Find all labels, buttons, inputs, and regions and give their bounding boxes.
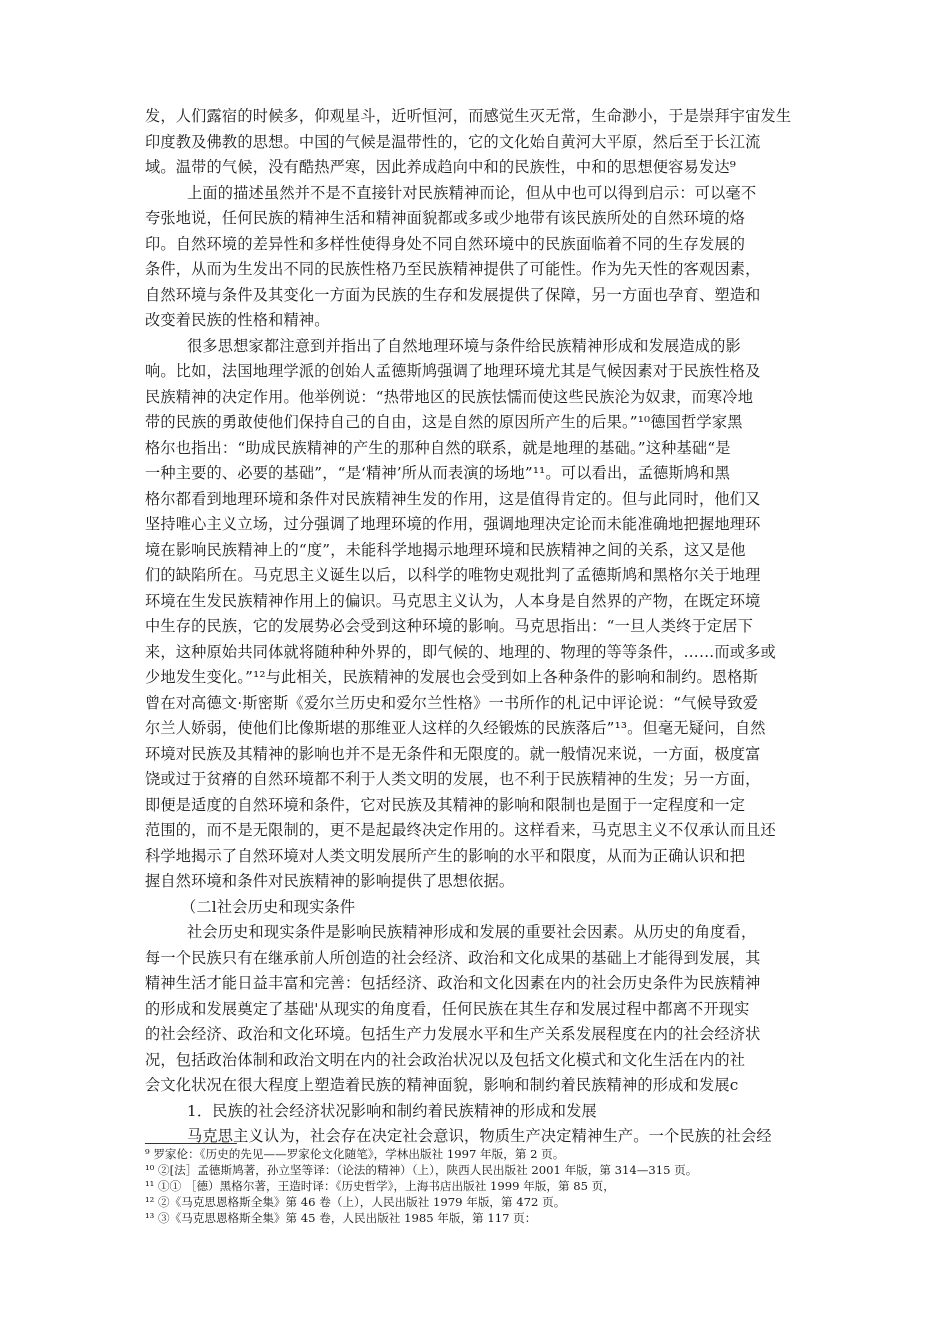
text-line: 夸张地说，任何民族的精神生活和精神面貌都或多或少地带有该民族所处的自然环境的烙 xyxy=(145,209,746,227)
footnotes xyxy=(145,1143,810,1226)
text-line: 境在影响民族精神上的“度”，未能科学地揭示地理环境和民族精神之间的关系，这又是他 xyxy=(145,540,746,559)
text-line: 条件，从而为生发出不同的民族性格乃至民族精神提供了可能性。作为先天性的客观因素， xyxy=(145,260,761,278)
paragraph-start: 马克思主义认为，社会存在决定社会意识，物质生产决定精神生产。一个民族的社会经 xyxy=(187,1127,772,1145)
footnote: ¹⁰ ②[法］孟德斯鸠著，孙立坚等译：（论法的精神）（上），陕西人民出版社 2001 年版，第 314—315 页。 xyxy=(145,1163,698,1177)
text-line: 自然环境与条件及其变化一方面为民族的生存和发展提供了保障，另一方面也孕育、塑造和 xyxy=(145,285,761,304)
text-line: 的社会经济、政治和文化环境。包括生产力发展水平和生产关系发展程度在内的社会经济状 xyxy=(145,1025,761,1043)
text-line: 曾在对高德文·斯密斯《爱尔兰历史和爱尔兰性格》一书所作的札记中评论说：“气候导致爱 xyxy=(145,693,759,712)
text-line: 的形成和发展奠定了基础'从现实的角度看，任何民族在其生存和发展过程中都离不开现实 xyxy=(145,999,750,1018)
text-line: 饶或过于贫瘠的自然环境都不利于人类文明的发展，也不利于民族精神的生发；另一方面， xyxy=(145,770,761,788)
text-line: 中生存的民族，它的发展势必会受到这种环境的影响。马克思指出：“一旦人类终于定居下 xyxy=(145,617,754,635)
text-line: 坚持唯心主义立场，过分强调了地理环境的作用，强调地理决定论而未能准确地把握地理环 xyxy=(145,515,761,533)
text-line: 带的民族的勇敢使他们保持自己的自由，这是自然的原因所产生的后果。”¹⁰德国哲学家黑 xyxy=(145,413,743,431)
text-line: 尔兰人娇弱，使他们比像斯堪的那维亚人这样的久经锻炼的民族落后”¹³。但毫无疑问，自然 xyxy=(145,719,766,737)
text-line: 来，这种原始共同体就将随种种外界的，即气候的、地理的、物理的等等条件，……而或多或 xyxy=(145,642,776,661)
text-line: 范围的，而不是无限制的，更不是起最终决定作用的。这样看来，马克思主义不仅承认而且还 xyxy=(145,821,776,839)
text-line: 格尔都看到地理环境和条件对民族精神生发的作用，这是值得肯定的。但与此同时，他们又 xyxy=(145,489,761,508)
text-line: 每一个民族只有在继承前人所创造的社会经济、政治和文化成果的基础上才能得到发展，其 xyxy=(145,948,761,967)
text-line: 改变着民族的性格和精神。 xyxy=(145,311,330,329)
footnote: ¹³ ③《马克思恩格斯全集》第 45 卷，人民出版社 1985 年版，第 117 页： xyxy=(145,1211,537,1225)
text-line: 握自然环境和条件对民族精神的影响提供了思想依据。 xyxy=(145,872,515,890)
paragraph-start: 社会历史和现实条件是影响民族精神形成和发展的重要社会因素。从历史的角度看， xyxy=(187,923,757,941)
text-line: 环境对民族及其精神的影响也并不是无条件和无限度的。就一般情况来说，一方面，极度富 xyxy=(145,744,761,763)
footnote: ⁹ 罗家伦：《历史的先见——罗家伦文化随笔》，学林出版社 1997 年版，第 2 页。 xyxy=(145,1147,565,1161)
text-line: 一种主要的、必要的基础”，“是‘精神’所从而表演的场地”¹¹。可以看出，孟德斯鸠和黑 xyxy=(145,464,731,482)
text-line: 响。比如，法国地理学派的创始人孟德斯鸠强调了地理环境尤其是气候因素对于民族性格及 xyxy=(145,362,761,380)
text-line: 们的缺陷所在。马克思主义诞生以后，以科学的唯物史观批判了孟德斯鸠和黑格尔关于地理 xyxy=(145,566,761,584)
paragraph-start: 很多思想家都注意到并指出了自然地理环境与条件给民族精神形成和发展造成的影 xyxy=(187,336,741,355)
text-line: 民族精神的决定作用。他举例说：“热带地区的民族怯懦而使这些民族沦为奴隶，而寒冷地 xyxy=(145,387,754,406)
paragraph-start: 上面的描述虽然并不是不直接针对民族精神而论，但从中也可以得到启示：可以毫不 xyxy=(187,183,757,202)
text-line: 科学地揭示了自然环境对人类文明发展所产生的影响的水平和限度，从而为正确认识和把 xyxy=(145,846,746,865)
text-line: 格尔也指出：“助成民族精神的产生的那种自然的联系，就是地理的基础。”这种基础“是 xyxy=(145,438,731,457)
text-line: 况，包括政治体制和政治文明在内的社会政治状况以及包括文化模式和文化生活在内的社 xyxy=(145,1050,746,1069)
text-line: 发，人们露宿的时候多，仰观星斗，近听恒河，而感觉生灭无常，生命渺小，于是崇拜宇宙发生 xyxy=(145,107,792,125)
footnote: ¹¹ ①① ［德）黑格尔著，王造时译：《历史哲学》，上海书店出版社 1999 年版，第 85 页， xyxy=(145,1179,615,1193)
text-line: 即便是适度的自然环境和条件，它对民族及其精神的影响和限制也是囿于一定程度和一定 xyxy=(145,795,746,814)
text-line: 印。自然环境的差异性和多样性使得身处不同自然环境中的民族面临着不同的生存发展的 xyxy=(145,234,746,253)
subsection-heading: 1．民族的社会经济状况影响和制约着民族精神的形成和发展 xyxy=(187,1101,597,1120)
text-line: 会文化状况在很大程度上塑造着民族的精神面貌，影响和制约着民族精神的形成和发展c xyxy=(145,1076,739,1094)
footnote-separator xyxy=(145,1143,237,1144)
text-line: 印度教及佛教的思想。中国的气候是温带性的，它的文化始自黄河大平原，然后至于长江流 xyxy=(145,132,761,151)
section-heading: （二l社会历史和现实条件 xyxy=(181,897,356,916)
body-text xyxy=(145,104,810,1150)
text-line: 精神生活才能日益丰富和完善：包括经济、政治和文化因素在内的社会历史条件为民族精神 xyxy=(145,974,761,992)
text-line: 少地发生变化。”¹²与此相关，民族精神的发展也会受到如上各种条件的影响和制约。恩格斯 xyxy=(145,668,759,686)
text-line: 环境在生发民族精神作用上的偏识。马克思主义认为，人本身是自然界的产物，在既定环境 xyxy=(145,591,761,610)
footnote: ¹² ②《马克思恩格斯全集》第 46 卷（上），人民出版社 1979 年版，第 472 页。 xyxy=(145,1195,566,1209)
text-line: 域。温带的气候，没有酷热严寒，因此养成趋向中和的民族性，中和的思想便容易发达⁹ xyxy=(145,158,737,176)
